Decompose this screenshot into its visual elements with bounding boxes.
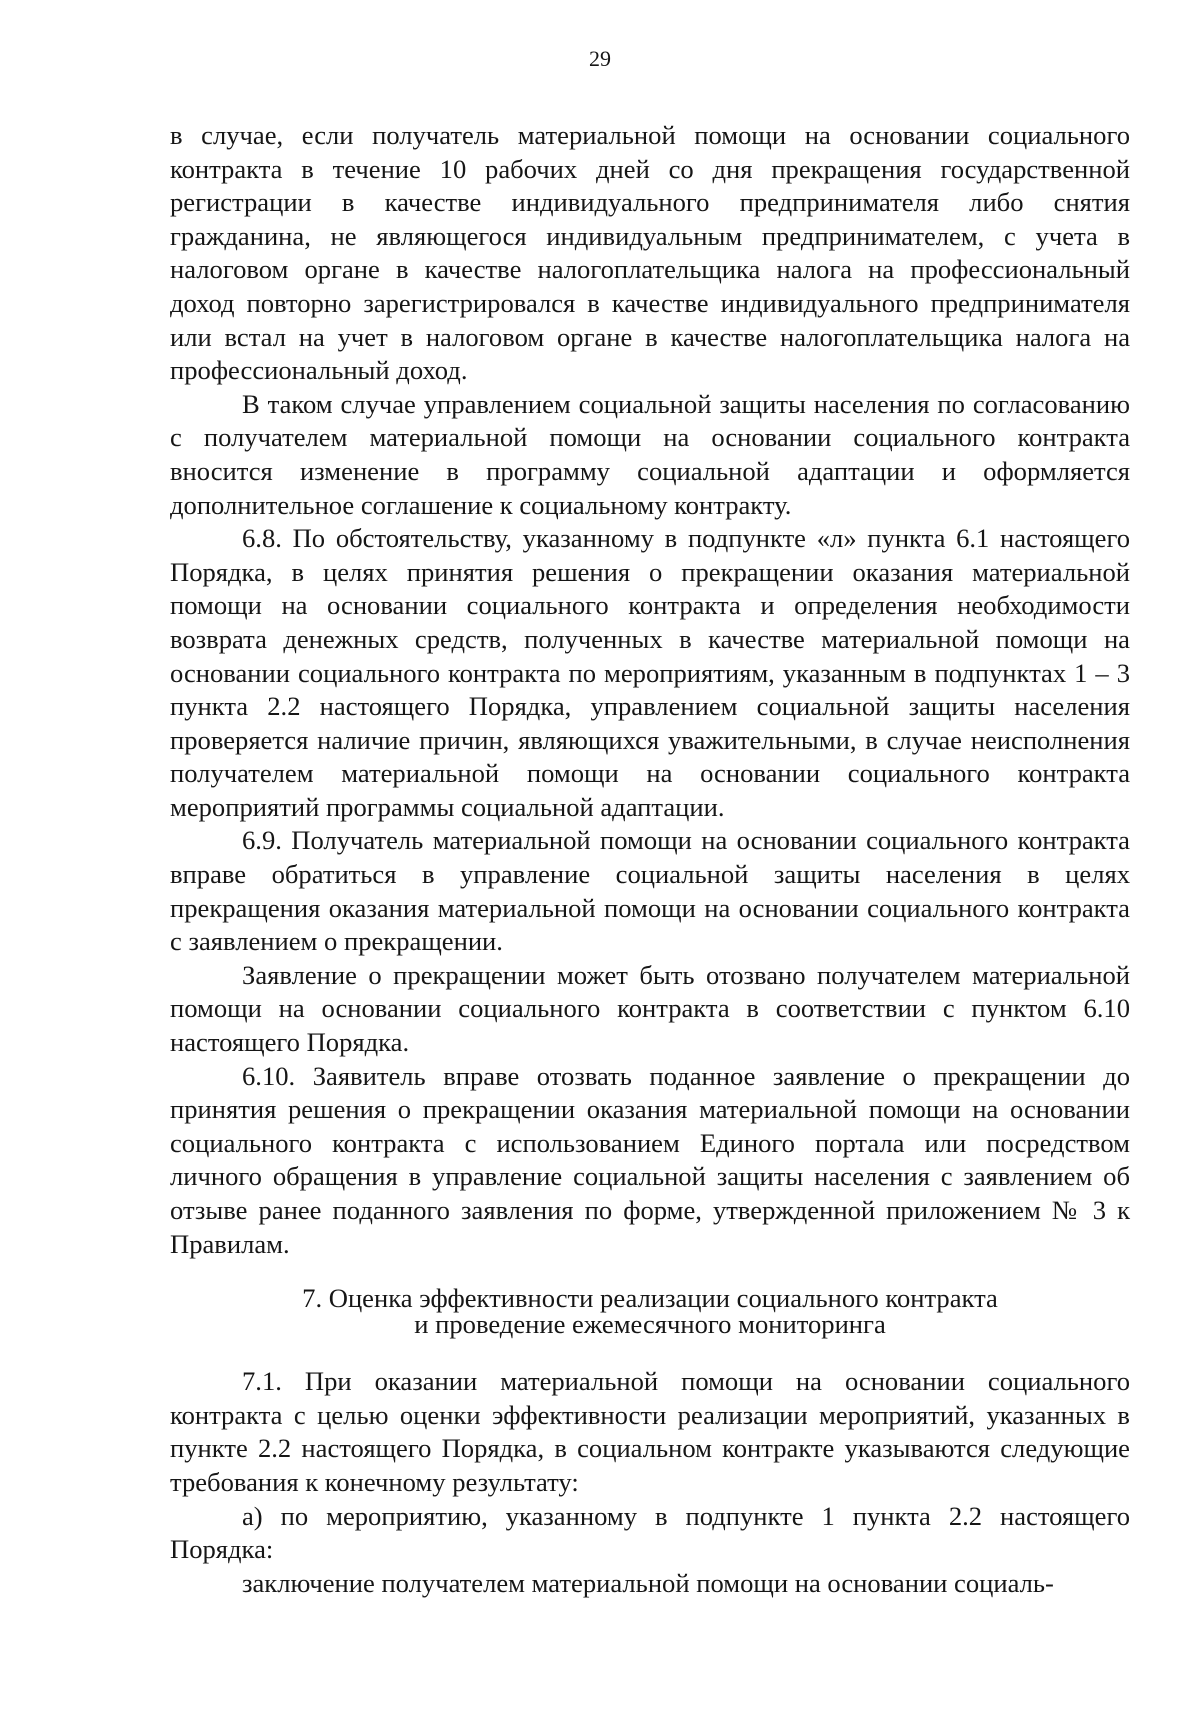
paragraph-item-a-continuation: заключение получателем материальной помощи на основании социаль- xyxy=(242,1567,1054,1598)
paragraph-6-10: 6.10. Заявитель вправе отозвать поданное заявление о прекращении до принятия решения о прекращении оказания материальной помощи на основании социального контракта с использованием Единого портала или посредством личного обращения в управление социальной защиты населения с заявлением об отзыве ранее поданного заявления по форме, утвержденной приложением № 3 к Правилам. xyxy=(170,1060,1130,1259)
paragraph-continuation: в случае, если получатель материальной помощи на основании социального контракта в течение 10 рабочих дней со дня прекращения государственной регистрации в качестве индивидуального предпринимателя либо снятия гражданина, не являющегося индивидуальным предпринимателем, с учета в налоговом органе в качестве налогоплательщика налога на профессиональный доход повторно зарегистрировался в качестве индивидуального предпринимателя или встал на учет в налоговом органе в качестве налогоплательщика налога на профессиональный доход. xyxy=(170,120,1130,386)
section-heading-line-1: 7. Оценка эффективности реализации социального контракта xyxy=(302,1283,998,1314)
paragraph-7-1: 7.1. При оказании материальной помощи на основании социального контракта с целью оценки эффективности реализации мероприятий, указанных в пункте 2.2 настоящего Порядка, в социальном контракте указываются следующие требования к конечному результату: xyxy=(170,1366,1130,1497)
page-number: 29 xyxy=(589,46,611,71)
section-heading-7 xyxy=(170,1283,1130,1340)
paragraph-withdrawal-note: Заявление о прекращении может быть отозвано получателем материальной помощи на основании социального контракта в соответствии с пунктом 6.10 настоящего Порядка. xyxy=(170,959,1130,1058)
paragraph-6-9: 6.9. Получатель материальной помощи на основании социального контракта вправе обратиться в управление социальной защиты населения в целях прекращения оказания материальной помощи на основании социального контракта с заявлением о прекращении. xyxy=(170,825,1130,957)
document-body xyxy=(170,119,1130,1600)
paragraph-6-8: 6.8. По обстоятельству, указанному в подпункте «л» пункта 6.1 настоящего Порядка, в целях принятия решения о прекращении оказания материальной помощи на основании социального контракта и определения необходимости возврата денежных средств, полученных в качестве материальной помощи на основании социального контракта по мероприятиям, указанным в подпунктах 1 – 3 пункта 2.2 настоящего Порядка, управлением социальной защиты населения проверяется наличие причин, являющихся уважительными, в случае неисполнения получателем материальной помощи на основании социального контракта мероприятий программы социальной адаптации. xyxy=(170,523,1130,822)
paragraph-item-a: а) по мероприятию, указанному в подпункте 1 пункта 2.2 настоящего Порядка: xyxy=(170,1500,1130,1565)
paragraph-contract-amendment: В таком случае управлением социальной защиты населения по согласованию с получателем материальной помощи на основании социального контракта вносится изменение в программу социальной адаптации и оформляется дополнительное соглашение к социальному контракту. xyxy=(170,388,1130,520)
section-heading-line-2: и проведение ежемесячного мониторинга xyxy=(414,1309,886,1340)
